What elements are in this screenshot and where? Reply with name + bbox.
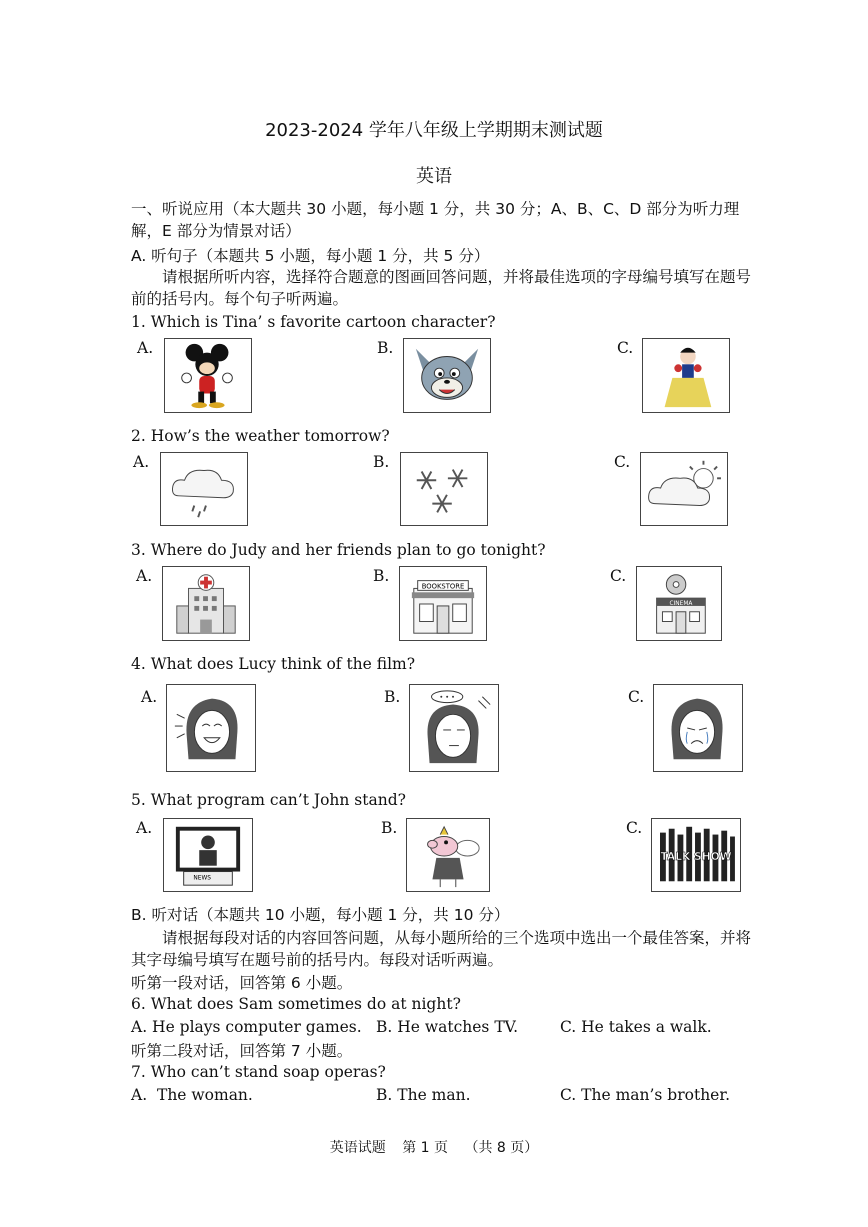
q7-option-b: B. The man.: [376, 1086, 471, 1104]
partA-instruction: 请根据所听内容，选择符合题意的图画回答问题，并将最佳选项的字母编号填写在题号前的括号内。每个句子听两遍。: [131, 268, 752, 308]
cinema-sign: CINEMA: [669, 600, 693, 607]
partA-heading: A. 听句子（本题共 5 小题，每小题 1 分，共 5 分）: [131, 247, 490, 265]
bookstore-icon: [399, 566, 487, 641]
section1-heading: 一、听说应用（本大题共 30 小题，每小题 1 分，共 30 分；A、B、C、D 部分为听力理解，E 部分为情景对话）: [131, 200, 740, 240]
question-6: 6. What does Sam sometimes do at night?: [131, 995, 461, 1013]
question-3: 3. Where do Judy and her friends plan to go tonight?: [131, 541, 546, 559]
bookstore-sign: BOOKSTORE: [421, 582, 465, 591]
mickey-mouse-icon: [164, 338, 252, 413]
question-1: 1. Which is Tina’ s favorite cartoon character?: [131, 313, 496, 331]
news-label: NEWS: [193, 875, 211, 882]
news-anchor-icon: [163, 818, 253, 892]
q1-option-c: C.: [617, 339, 634, 357]
q7-option-a: A. The woman.: [131, 1086, 253, 1104]
laughing-girl-icon: [166, 684, 256, 772]
page-footer: [0, 1137, 868, 1157]
q5-option-c: C.: [626, 819, 643, 837]
crying-girl-icon: [653, 684, 743, 772]
q7-option-c: C. The man’s brother.: [560, 1086, 730, 1104]
partB-instruction: 请根据每段对话的内容回答问题，从每小题所给的三个选项中选出一个最佳答案，并将其字母编号填写在题号前的括号内。每段对话听两遍。: [131, 929, 752, 969]
snow-white-icon: [642, 338, 730, 413]
q2-option-c: C.: [614, 453, 631, 471]
footer-total: （共 8 页）: [464, 1140, 539, 1156]
question-2: 2. How’s the weather tomorrow?: [131, 427, 390, 445]
q5-option-a: A.: [136, 819, 153, 837]
q6-option-b: B. He watches TV.: [376, 1018, 519, 1036]
footer-subject: 英语试题: [329, 1140, 386, 1156]
tom-cat-icon: [403, 338, 491, 413]
dialog2-note: 听第二段对话，回答第 7 小题。: [131, 1042, 353, 1060]
question-5: 5. What program can’t John stand?: [131, 791, 406, 809]
q6-option-a: A. He plays computer games.: [131, 1018, 362, 1036]
dialog1-note: 听第一段对话，回答第 6 小题。: [131, 974, 353, 992]
q3-option-c: C.: [610, 567, 627, 585]
subject-title: 英语: [416, 166, 452, 187]
q4-option-c: C.: [628, 688, 645, 706]
q3-option-a: A.: [136, 567, 153, 585]
question-4: 4. What does Lucy think of the film?: [131, 655, 416, 673]
exam-title: 2023-2024 学年八年级上学期期末测试题: [265, 120, 603, 141]
q1-option-a: A.: [137, 339, 154, 357]
q2-option-a: A.: [133, 453, 150, 471]
cinema-icon: [636, 566, 722, 641]
partB-heading: B. 听对话（本题共 10 小题，每小题 1 分，共 10 分）: [131, 906, 510, 924]
thinking-girl-icon: [409, 684, 499, 772]
q4-option-b: B.: [384, 688, 401, 706]
q5-option-b: B.: [381, 819, 398, 837]
talk-show-label: TALK SHOW: [660, 849, 732, 863]
snowflakes-icon: [400, 452, 488, 526]
q4-option-a: A.: [141, 688, 158, 706]
talk-show-icon: [651, 818, 741, 892]
q2-option-b: B.: [373, 453, 390, 471]
q1-option-b: B.: [377, 339, 394, 357]
question-7: 7. Who can’t stand soap operas?: [131, 1063, 386, 1081]
peppa-pig-icon: [406, 818, 490, 892]
cloud-sun-icon: [640, 452, 728, 526]
footer-page: 第 1 页: [402, 1140, 448, 1156]
rain-cloud-icon: [160, 452, 248, 526]
q6-option-c: C. He takes a walk.: [560, 1018, 712, 1036]
q3-option-b: B.: [373, 567, 390, 585]
hospital-icon: [162, 566, 250, 641]
